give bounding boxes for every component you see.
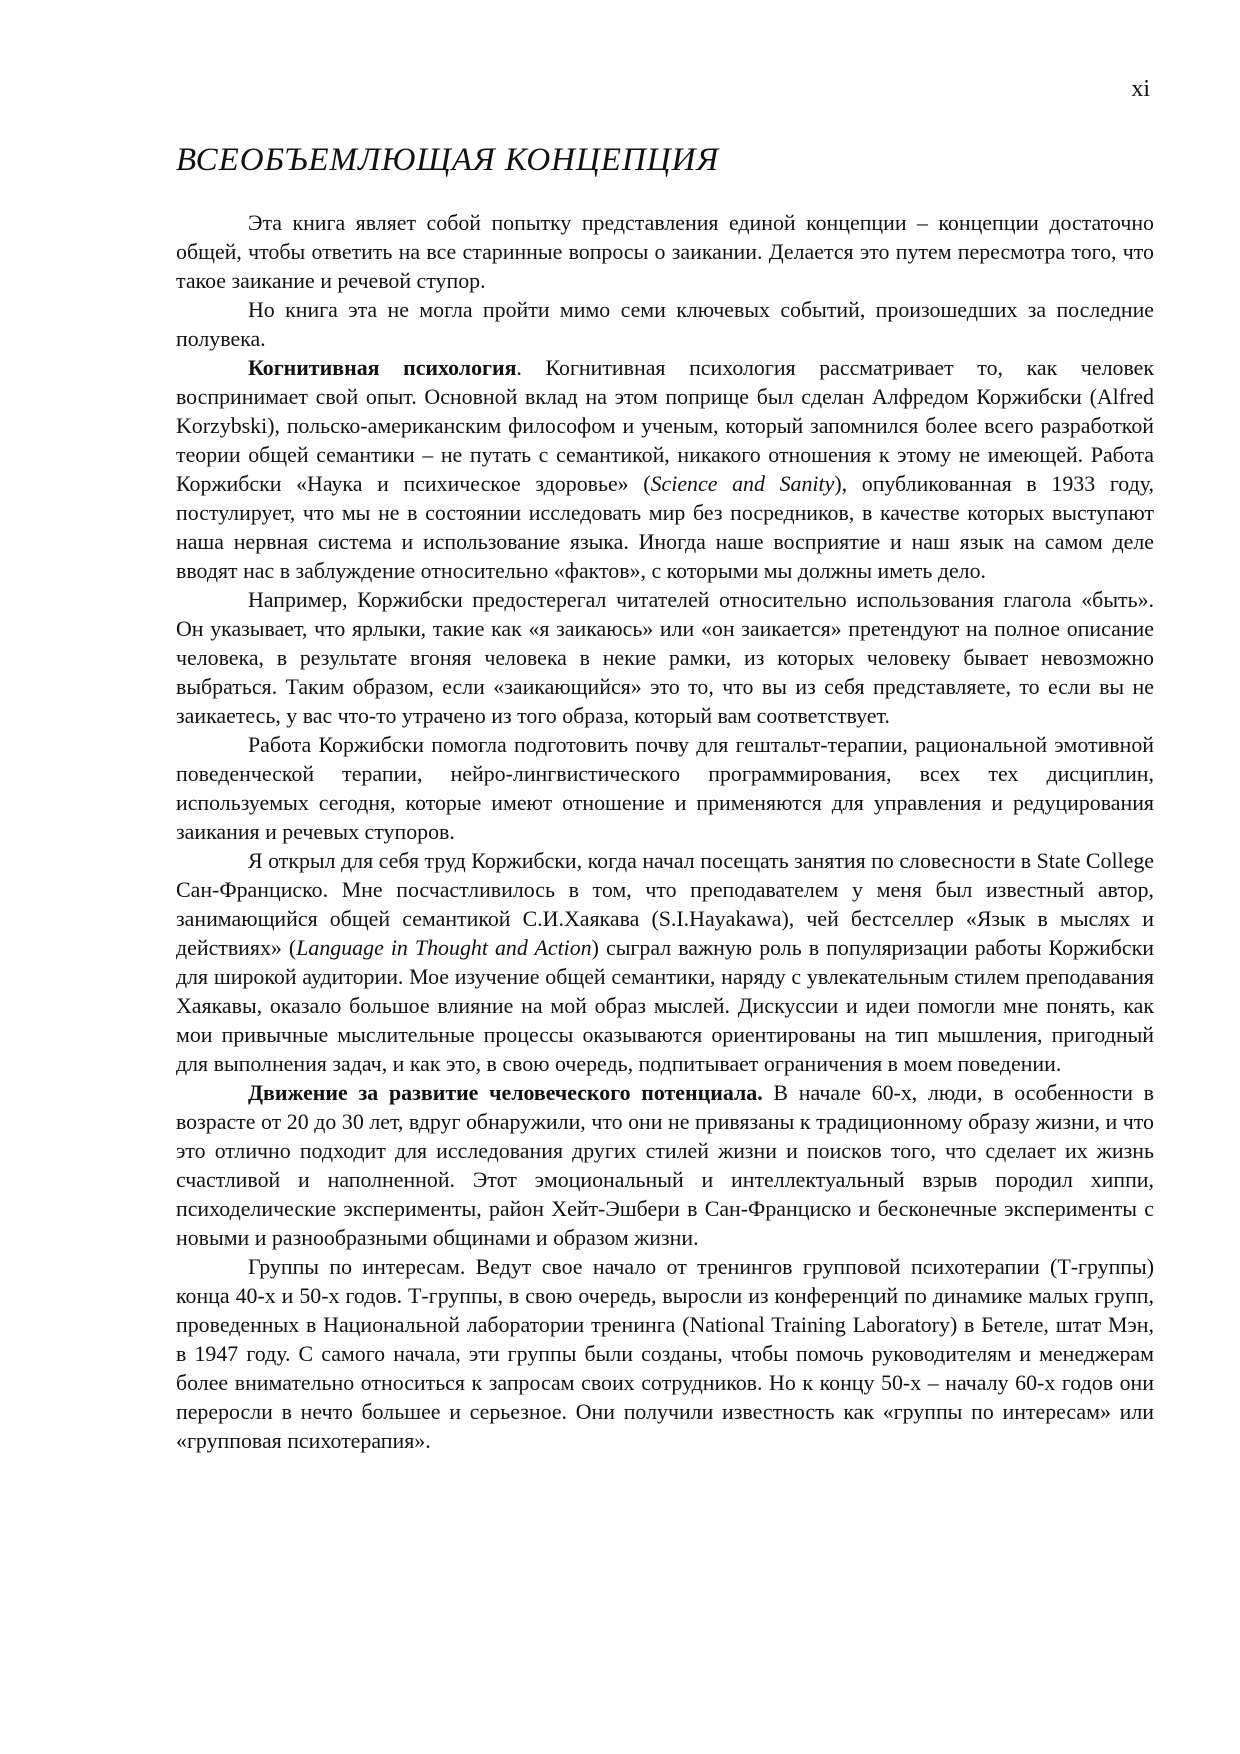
paragraph-intro: Эта книга являет собой попытку представления единой концепции – концепции достаточно общей, чтобы ответить на все старинные вопросы о заикании. Делается это путем пересмотра того, что такое заикание и речевой ступор. bbox=[176, 210, 1154, 293]
body-text bbox=[176, 208, 1154, 1455]
paragraph-heading: Движение за развитие человеческого потенциала. bbox=[248, 1080, 763, 1105]
book-title: Language in Thought and Action bbox=[296, 935, 592, 960]
paragraph-heading: Когнитивная психология bbox=[248, 355, 517, 380]
paragraph-human-potential: Движение за развитие человеческого потенциала. В начале 60-х, люди, в особенности в возрасте от 20 до 30 лет, вдруг обнаружили, что они не привязаны к традиционному образу жизни, и что это отлично подходит для исследования других стилей жизни и поисков того, что сделает их жизнь счастливой и наполненной. Этот эмоциональный и интеллектуальный взрыв породил хиппи, психоделические эксперименты, район Хейт-Эшбери в Сан-Франциско и бесконечные эксперименты с новыми и разнообразными общинами и образом жизни. bbox=[176, 1080, 1154, 1250]
paragraph-seven-events: Но книга эта не могла пройти мимо семи ключевых событий, произошедших за последние полувека. bbox=[176, 297, 1154, 351]
book-title: Science and Sanity bbox=[650, 471, 835, 496]
paragraph-encounter-groups: Группы по интересам. Ведут свое начало от тренингов групповой психотерапии (Т-группы) конца 40-х и 50-х годов. Т-группы, в свою очередь, выросли из конференций по динамике малых групп, проведенных в Национальной лаборатории тренинга (National Training Laboratory) в Бетеле, штат Мэн, в 1947 году. С самого начала, эти группы были созданы, чтобы помочь руководителям и менеджерам более внимательно относиться к запросам своих сотрудников. Но к концу 50-х – началу 60-х годов они переросли в нечто большее и серьезное. Они получили известность как «группы по интересам» или «групповая психотерапия». bbox=[176, 1254, 1154, 1453]
section-title: ВСЕОБЪЕМЛЮЩАЯ КОНЦЕПЦИЯ bbox=[176, 142, 720, 178]
paragraph-influence: Работа Коржибски помогла подготовить почву для гештальт-терапии, рациональной эмотивной поведенческой терапии, нейро-лингвистического программирования, всех тех дисциплин, используемых сегодня, которые имеют отношение и применяются для управления и редуцирования заикания и речевых ступоров. bbox=[176, 732, 1154, 844]
paragraph-to-be: Например, Коржибски предостерегал читателей относительно использования глагола «быть». Он указывает, что ярлыки, такие как «я заикаюсь» или «он заикается» претендуют на полное описание человека, в результате вгоняя человека в некие рамки, из которых человеку бывает невозможно выбраться. Таким образом, если «заикающийся» это то, что вы из себя представляете, то если вы не заикаетесь, у вас что-то утрачено из того образа, который вам соответствует. bbox=[176, 587, 1154, 728]
page-number: xi bbox=[1131, 76, 1150, 102]
paragraph-hayakawa: Я открыл для себя труд Коржибски, когда начал посещать занятия по словесности в State College Сан-Франциско. Мне посчастливилось в том, что преподавателем у меня был известный автор, занимающийся общей семантикой С.И.Хаякава (S.I.Hayakawa), чей бестселлер «Язык в мыслях и действиях» (Language in Thought and Action) сыграл важную роль в популяризации работы Коржибски для широкой аудитории. Мое изучение общей семантики, наряду с увлекательным стилем преподавания Хаякавы, оказало большое влияние на мой образ мыслей. Дискуссии и идеи помогли мне понять, как мои привычные мыслительные процессы оказываются ориентированы на тип мышления, пригодный для выполнения задач, и как это, в свою очередь, подпитывает ограничения в моем поведении. bbox=[176, 848, 1154, 1076]
paragraph-cognitive-psychology: Когнитивная психология. Когнитивная психология рассматривает то, как человек воспринимает свой опыт. Основной вклад на этом поприще был сделан Алфредом Коржибски (Alfred Korzybski), польско-американским философом и ученым, который запомнился более всего разработкой теории общей семантики – не путать с семантикой, никакого отношения к этому не имеющей. Работа Коржибски «Наука и психическое здоровье» (Science and Sanity), опубликованная в 1933 году, постулирует, что мы не в состоянии исследовать мир без посредников, в качестве которых выступают наша нервная система и использование языка. Иногда наше восприятие и наш язык на самом деле вводят нас в заблуждение относительно «фактов», с которыми мы должны иметь дело. bbox=[176, 355, 1154, 583]
